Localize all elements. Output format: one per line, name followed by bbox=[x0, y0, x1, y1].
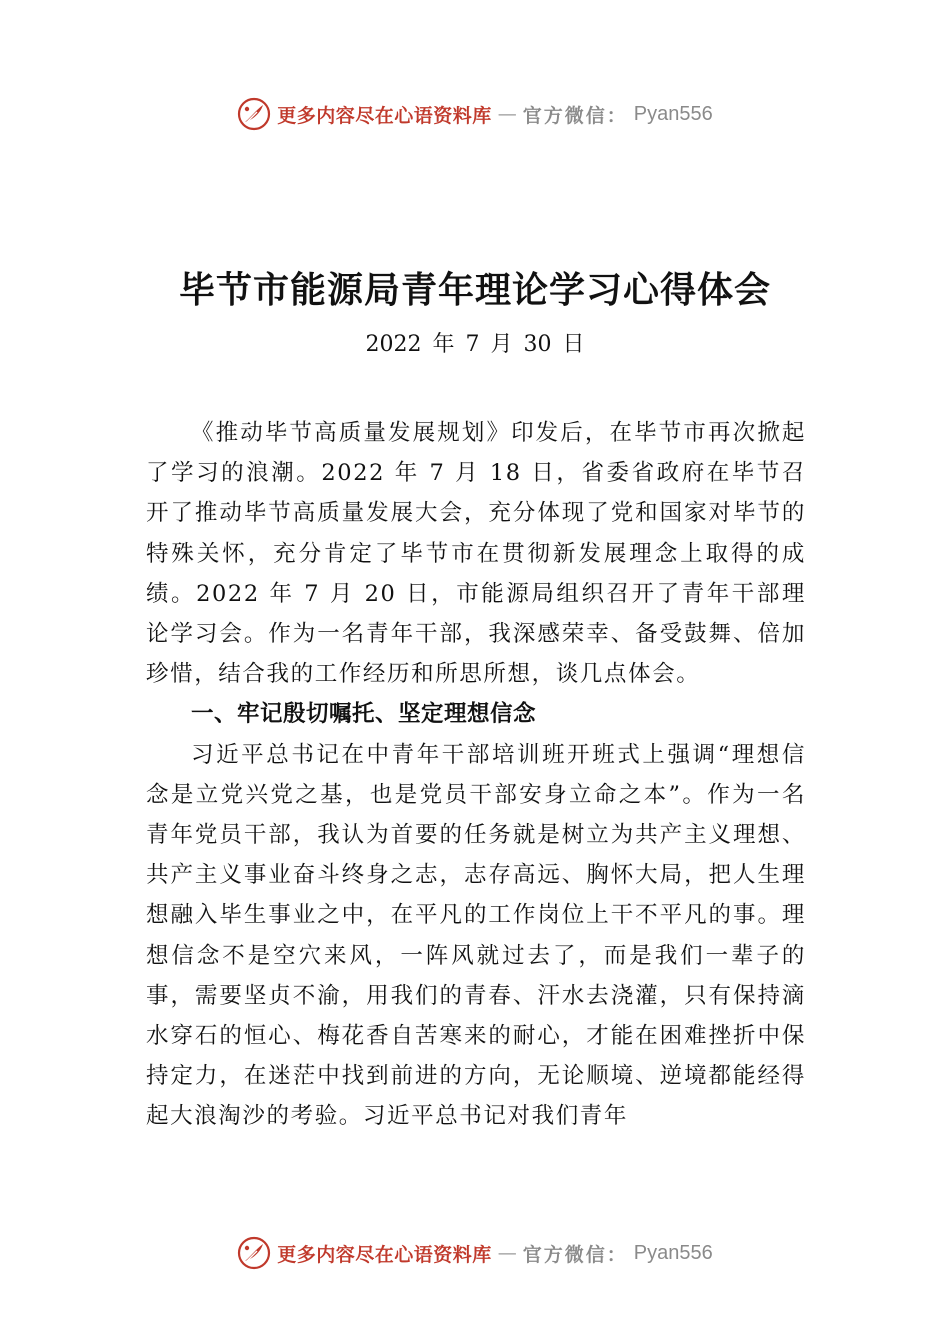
banner-separator: — bbox=[497, 1242, 517, 1264]
banner-slogan: 更多内容尽在心语资料库 bbox=[277, 1243, 492, 1266]
banner-wechat-id: Pyan556 bbox=[633, 102, 713, 125]
section-heading: 一、牢记殷切嘱托、坚定理想信念 bbox=[191, 701, 537, 728]
banner-wechat-label: 官方微信： bbox=[522, 104, 628, 127]
quill-logo-icon bbox=[237, 97, 271, 131]
section-paragraph: 习近平总书记在中青年干部培训班开班式上强调“理想信念是立党兴党之基，也是党员干部安身立命之本”。作为一名青年党员干部，我认为首要的任务就是树立为共产主义理想、共产主义事业奋斗终身之志，志存高远、胸怀大局，把人生理想融入毕生事业之中，在平凡的工作岗位上干不平凡的事。理想信念不是空穴来风，一阵风就过去了，而是我们一辈子的事，需要坚贞不渝，用我们的青春、汗水去浇灌，只有保持滴水穿石的恒心、梅花香自苦寒来的耐心，才能在困难挫折中保持定力，在迷茫中找到前进的方向，无论顺境、逆境都能经得起大浪淘沙的考验。习近平总书记对我们青年 bbox=[146, 741, 806, 1130]
quill-logo-icon bbox=[237, 1236, 271, 1270]
intro-paragraph: 《推动毕节高质量发展规划》印发后，在毕节市再次掀起了学习的浪潮。2022 年 7 月 18 日，省委省政府在毕节召开了推动毕节高质量发展大会，充分体现了党和国家对毕节的特殊关怀，充分肯定了毕节市在贯彻新发展理念上取得的成绩。2022 年 7 月 20 日，市能源局组织召开了青年干部理论学习会。作为一名青年干部，我深感荣幸、备受鼓舞、倍加珍惜，结合我的工作经历和所思所想，谈几点体会。 bbox=[146, 420, 806, 688]
document-body bbox=[146, 413, 806, 1137]
footer-banner bbox=[0, 1233, 950, 1273]
document-title: 毕节市能源局青年理论学习心得体会 bbox=[178, 270, 771, 311]
banner-separator: — bbox=[497, 103, 517, 125]
header-banner bbox=[0, 94, 950, 134]
banner-wechat-id: Pyan556 bbox=[633, 1241, 713, 1264]
banner-slogan: 更多内容尽在心语资料库 bbox=[277, 104, 492, 127]
banner-wechat-label: 官方微信： bbox=[522, 1243, 628, 1266]
document-date: 2022 年 7 月 30 日 bbox=[365, 332, 585, 357]
